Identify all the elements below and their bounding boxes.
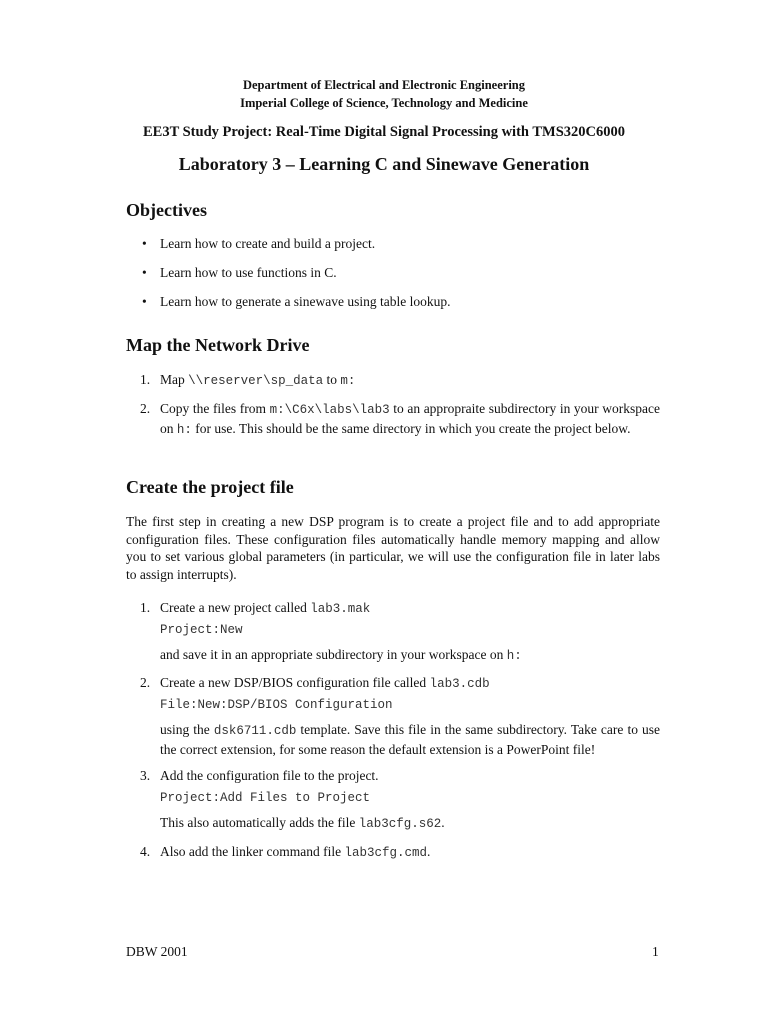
objectives-heading: Objectives bbox=[126, 200, 207, 220]
project-step-3: 3. Add the configuration file to the project. bbox=[140, 768, 379, 783]
network-path-code: \\reserver\sp_data bbox=[188, 374, 324, 388]
drive-letter-code: m: bbox=[340, 374, 356, 388]
project-file-heading: Create the project file bbox=[126, 477, 294, 497]
step-note: and save it in an appropriate subdirectory in your workspace on h: bbox=[160, 647, 522, 663]
source-path-code: m:\C6x\labs\lab3 bbox=[269, 403, 390, 417]
map-step-2: 2. Copy the files from m:\C6x\labs\lab3 to an appropraite subdirectory in your workspace on h: for use. This should be the same directory in which you create the project below. bbox=[140, 401, 660, 437]
map-step-1: 1. Map \\reserver\sp_data to m: bbox=[140, 372, 356, 388]
command-code: Project:New bbox=[160, 623, 243, 637]
project-step-2: 2. Create a new DSP/BIOS configuration file called lab3.cdb bbox=[140, 675, 490, 691]
objective-item: • Learn how to use functions in C. bbox=[142, 265, 337, 280]
step-note: using the dsk6711.cdb template. Save this file in the same subdirectory. Take care to use the correct extension, for some reason the default extension is a PowerPoint file! bbox=[160, 722, 660, 757]
project-step-1: 1. Create a new project called lab3.mak bbox=[140, 600, 371, 616]
objective-item: • Learn how to generate a sinewave using table lookup. bbox=[142, 294, 451, 309]
command-code: File:New:DSP/BIOS Configuration bbox=[160, 698, 393, 712]
college-line: Imperial College of Science, Technology and Medicine bbox=[240, 96, 528, 110]
page-title: Laboratory 3 – Learning C and Sinewave Generation bbox=[178, 154, 590, 174]
command-code: Project:Add Files to Project bbox=[160, 791, 371, 805]
objective-item: • Learn how to create and build a project. bbox=[142, 236, 376, 251]
bullet-icon: • bbox=[142, 294, 147, 309]
page-number: 1 bbox=[652, 944, 659, 959]
footer-author: DBW 2001 bbox=[126, 944, 188, 959]
project-step-4: 4. Also add the linker command file lab3cfg.cmd. bbox=[140, 844, 431, 860]
map-drive-heading: Map the Network Drive bbox=[126, 335, 310, 355]
project-file-intro: The first step in creating a new DSP program is to create a project file and to add appropriate configuration files. These configuration files automatically handle memory mapping and allow you to set various global parameters (in particular, we will use the configuration file in later labs to assign interrupts). bbox=[126, 514, 660, 582]
department-line: Department of Electrical and Electronic Engineering bbox=[242, 78, 525, 92]
step-note: This also automatically adds the file lab3cfg.s62. bbox=[160, 815, 445, 831]
bullet-icon: • bbox=[142, 236, 147, 251]
project-line: EE3T Study Project: Real-Time Digital Signal Processing with TMS320C6000 bbox=[142, 124, 625, 140]
workspace-drive-code: h: bbox=[176, 422, 192, 437]
bullet-icon: • bbox=[142, 265, 147, 280]
